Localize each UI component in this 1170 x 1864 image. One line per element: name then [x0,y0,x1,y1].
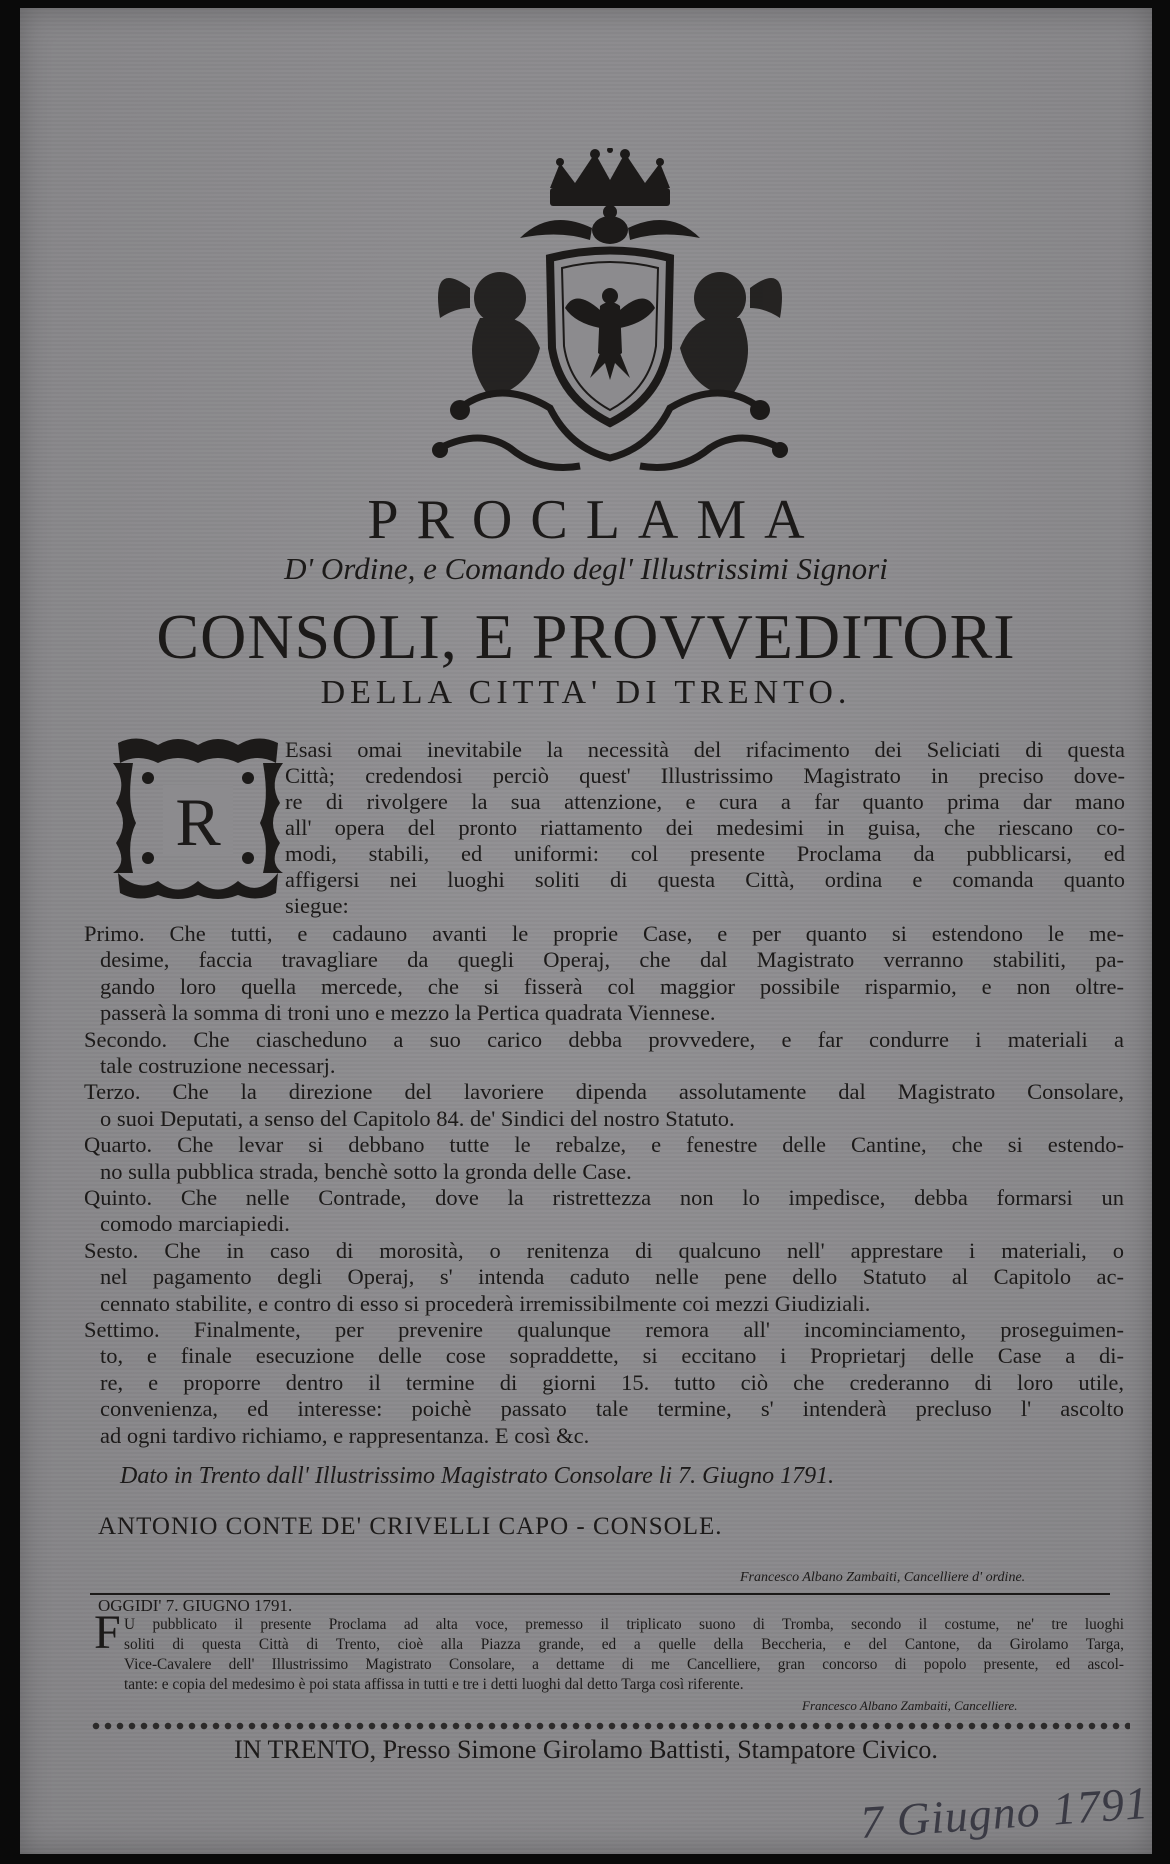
handwritten-annotation: 7 Giugno 1791 [858,1776,1151,1849]
signer-name: ANTONIO CONTE DE' CRIVELLI CAPO - CONSOLE. [98,1513,723,1540]
article-line: Quarto. Che levar si debbano tutte le rebalze, e fenestre delle Cantine, che si estendo- [84,1132,1124,1158]
text-line: affigersi nei luoghi soliti di questa Città, ordina e comanda quanto [285,867,1125,892]
divider-rule [90,1593,1110,1595]
article-line: tale costruzione necessarj. [100,1053,336,1078]
article-line: Quinto. Che nelle Contrade, dove la ristrettezza non lo impedisce, debba formarsi un [84,1185,1124,1210]
article-line: Primo. Che tutti, e cadauno avanti le proprie Case, e per quanto si estendono le me- [84,921,1124,946]
article-line: o suoi Deputati, a senso del Capitolo 84. de' Sindici del nostro Statuto. [100,1105,735,1131]
issuers-heading: CONSOLI, E PROVVEDITORI [156,601,1016,672]
article-line: gando loro quella mercede, che si fisserà col maggior possibile risparmio, e non oltre- [100,973,1124,999]
article-line: desime, faccia travagliare da quegli Operaj, che dal Magistrato verranno stabiliti, pa- [100,947,1124,973]
publication-initial: F [94,1606,121,1659]
printer-imprint: IN TRENTO, Presso Simone Girolamo Battisti, Stampatore Civico. [234,1735,938,1764]
text-line: all' opera del pronto riattamento dei medesimi in guisa, che riescano co- [285,815,1125,840]
order-subtitle: D' Ordine, e Comando degl' Illustrissimi Signori [284,551,888,586]
city-heading: DELLA CITTA' DI TRENTO. [320,674,852,711]
article-line: passerà la somma di troni uno e mezzo la Pertica quadrata Viennese. [100,1000,716,1026]
text-line: modi, stabili, ed uniformi: col presente Proclama da pubblicarsi, ed [285,841,1125,866]
article-line: Terzo. Che la direzione del lavoriere dipenda assolutamente dal Magistrato Consolare, [84,1079,1124,1105]
dropcap-letter: R [175,784,221,860]
text-line: re di rivolgere la sua attenzione, e cura a far quanto prima dar mano [285,789,1125,814]
article-line: Secondo. Che ciascheduno a suo carico debba provvedere, e far condurre i materiali a [84,1026,1124,1052]
ornamental-initial-icon [108,733,288,903]
article-line: cennato stabilite, e contro di esso si procederà irremissibilmente coi mezzi Giudiziali. [100,1290,871,1316]
text-line: tante: e copia del medesimo è poi stata affissa in tutti e tre i detti luoghi dal detto Targa così riferente. [124,1676,744,1693]
fleuron-border-icon [90,1721,1130,1731]
text-line: Vice-Cavalere dell' Illustrissimo Magistrato Consolare, a dettame di me Cancelliere, gran concorso di popolo presente, ed ascol- [124,1656,1124,1673]
article-line: Sesto. Che in caso di morosità, o renitenza di qualcuno nell' apprestare i materiali, o [84,1237,1124,1263]
chancellor-signature-2: Francesco Albano Zambaiti, Cancelliere. [802,1698,1018,1713]
proclamation-title: PROCLAMA [367,489,823,551]
text-line: soliti di questa Città di Trento, cioè alla Piazza grande, ed a quelle della Beccheria, e del Cantone, da Girolamo Targa, [124,1636,1124,1653]
text-line: Città; credendosi perciò quest' Illustrissimo Magistrato in preciso dove- [285,763,1125,788]
chancellor-signature: Francesco Albano Zambaiti, Cancelliere d' ordine. [740,1570,1026,1585]
dated-line: Dato in Trento dall' Illustrissimo Magistrato Consolare li 7. Giugno 1791. [120,1463,835,1489]
text-line: siegue: [285,893,349,918]
publication-date: OGGIDI' 7. GIUGNO 1791. [98,1596,293,1615]
article-line: no sulla pubblica strada, benchè sotto la gronda delle Case. [100,1158,632,1184]
text-line: Esasi omai inevitabile la necessità del rifacimento dei Seliciati di questa [285,737,1125,762]
article-line: nel pagamento degli Operaj, s' intenda caduto nelle pene dello Statuto al Capitolo ac- [100,1264,1124,1290]
article-line: to, e finale esecuzione delle cose sopraddette, si eccitano i Proprietarj delle Case a di- [100,1343,1124,1369]
article-line: comodo marciapiedi. [100,1211,290,1237]
article-line: ad ogni tardivo richiamo, e rappresentanza. E così &c. [100,1422,590,1448]
coat-of-arms-icon [400,148,820,478]
text-line: U pubblicato il presente Proclama ad alta voce, premesso il triplicato suono di Tromba, secondo il costume, ne' tre luoghi [124,1616,1124,1633]
article-line: Settimo. Finalmente, per prevenire qualunque remora all' incominciamento, proseguimen- [84,1317,1124,1342]
article-line: convenienza, ed interesse: poichè passato tale termine, s' intenderà precluso l' ascolto [100,1396,1124,1422]
proclamation-sheet [20,8,1152,1854]
article-line: re, e proporre dentro il termine di giorni 15. tutto ciò che crederanno di loro utile, [100,1369,1124,1395]
